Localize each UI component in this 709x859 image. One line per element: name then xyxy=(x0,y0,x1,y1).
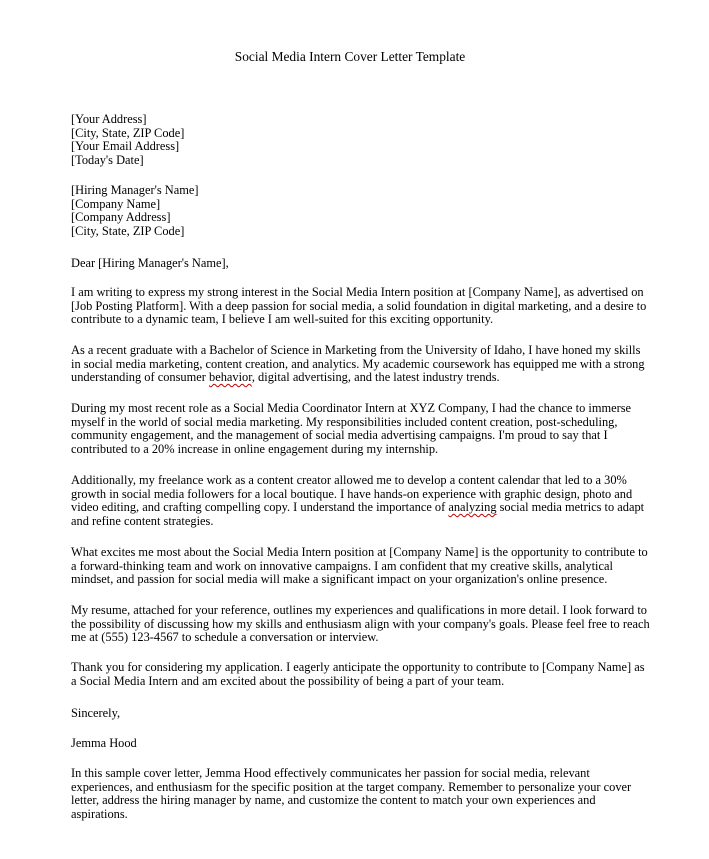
paragraph-line: and refine content strategies. xyxy=(71,513,214,528)
paragraph-2 xyxy=(71,343,645,385)
paragraph-line: the possibility of discussing how my skills and enthusiasm align with your company's goals. Please feel free to reach xyxy=(71,616,650,631)
paragraph-line: community engagement, and the management of social media advertising campaigns. I'm proud to say that I xyxy=(71,428,608,443)
paragraph-fragment: social media metrics to adapt xyxy=(496,500,645,515)
paragraph-7 xyxy=(71,660,645,688)
paragraph-line: What excites me most about the Social Media Intern position at [Company Name] is the opportunity to contribute to xyxy=(71,545,648,559)
signature-name: Jemma Hood xyxy=(71,736,137,750)
paragraph-fragment: understanding of consumer xyxy=(71,370,209,385)
spellcheck-flagged-word[interactable]: behavior xyxy=(209,370,252,385)
paragraph-line: growth in social media followers for a local boutique. I have hands-on experience with graphic design, photo and xyxy=(71,486,633,501)
paragraph-5 xyxy=(71,545,648,587)
recipient-city-state-zip: [City, State, ZIP Code] xyxy=(71,223,185,238)
paragraph-line: in social media marketing, content creation, and analytics. My academic coursework has equipped me with a strong xyxy=(71,356,645,371)
paragraph-line: Additionally, my freelance work as a content creator allowed me to develop a content calendar that led to a 30% xyxy=(71,473,627,487)
sender-address-block xyxy=(71,113,641,167)
recipient-address-block xyxy=(71,184,641,238)
paragraph-line: myself in the world of social media marketing. My responsibilities included content creation, post-scheduling, xyxy=(71,414,618,429)
sender-address: [Your Address] xyxy=(71,112,147,126)
document-title: Social Media Intern Cover Letter Template xyxy=(234,49,466,64)
paragraph-line: My resume, attached for your reference, outlines my experiences and qualifications in more detail. I look forward to xyxy=(71,603,647,617)
salutation-text: Dear [Hiring Manager's Name], xyxy=(71,256,229,270)
paragraph-line: I am writing to express my strong interest in the Social Media Intern position at [Company Name], as advertised on xyxy=(71,285,644,299)
paragraph-line: a forward-thinking team and work on innovative campaigns. I am confident that my creative skills, analytical xyxy=(71,558,613,573)
paragraph-fragment: video editing, and crafting compelling copy. I understand the importance of xyxy=(71,500,449,515)
salutation xyxy=(71,257,641,271)
sender-email: [Your Email Address] xyxy=(71,139,180,154)
paragraph-line: [Job Posting Platform]. With a deep passion for social media, a solid foundation in digital marketing, and a desire to xyxy=(71,298,647,313)
signature xyxy=(71,737,641,751)
paragraph-fragment: , digital advertising, and the latest industry trends. xyxy=(251,370,500,385)
letter-date: [Today's Date] xyxy=(71,152,144,167)
closing-text: Sincerely, xyxy=(71,706,121,720)
closing xyxy=(71,707,641,721)
paragraph-line: As a recent graduate with a Bachelor of Science in Marketing from the University of Idaho, I have honed my skills xyxy=(71,343,641,357)
paragraph-line: contribute to a dynamic team, I believe I am well-suited for this exciting opportunity. xyxy=(71,312,494,327)
recipient-company-name: [Company Name] xyxy=(71,196,161,211)
sender-city-state-zip: [City, State, ZIP Code] xyxy=(71,125,185,140)
paragraph-1 xyxy=(71,285,647,327)
paragraph-line: me at (555) 123-4567 to schedule a conversation or interview. xyxy=(71,630,379,645)
paragraph-line: mindset, and passion for social media will make a significant impact on your organization's online presence. xyxy=(71,572,608,587)
note-line: experiences, and enthusiasm for the specific position at the target company. Remember to personalize your cover xyxy=(71,779,632,794)
recipient-manager-name: [Hiring Manager's Name] xyxy=(71,183,199,197)
recipient-company-address: [Company Address] xyxy=(71,210,171,225)
paragraph-line: a Social Media Intern and am excited about the possibility of being a part of your team. xyxy=(71,673,505,688)
paragraph-3 xyxy=(71,402,641,456)
template-note xyxy=(71,767,641,821)
paragraph-line: Thank you for considering my application. I eagerly anticipate the opportunity to contribute to [Company Name] as xyxy=(71,660,645,674)
note-line: aspirations. xyxy=(71,806,128,821)
paragraph-4 xyxy=(71,473,645,528)
paragraph-line: contributed to a 20% increase in online engagement during my internship. xyxy=(71,441,439,456)
paragraph-line xyxy=(71,371,641,385)
note-line: In this sample cover letter, Jemma Hood effectively communicates her passion for social media, relevant xyxy=(71,766,590,780)
paragraph-line: During my most recent role as a Social Media Coordinator Intern at XYZ Company, I had the chance to immerse xyxy=(71,401,632,415)
spellcheck-flagged-word[interactable]: analyzing xyxy=(448,500,497,515)
paragraph-6 xyxy=(71,603,650,645)
paragraph-line xyxy=(71,500,645,515)
note-line: letter, address the hiring manager by name, and customize the content to match your own experiences and xyxy=(71,793,596,808)
